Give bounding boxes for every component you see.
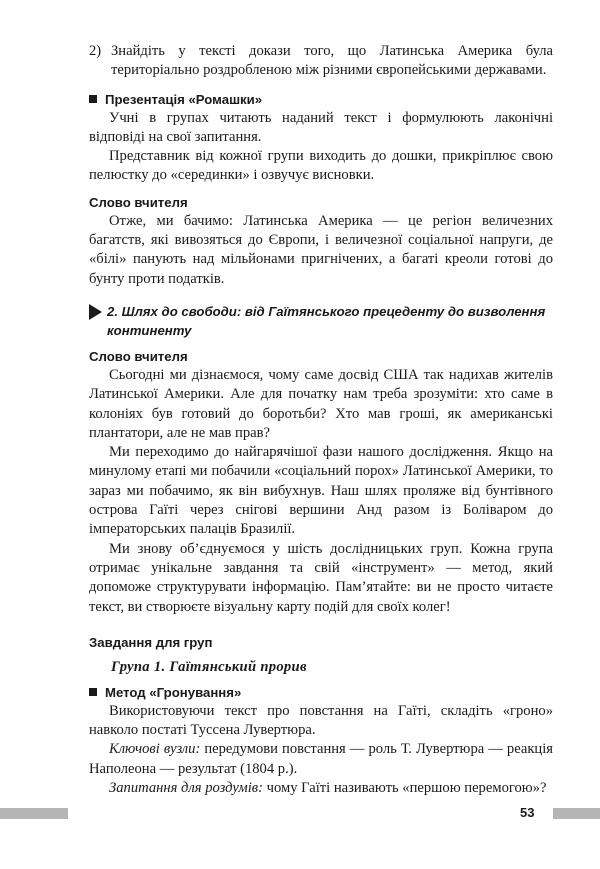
section-2-title: 2. Шлях до свободи: від Гаїтянського прецеденту до визволення континенту (107, 303, 546, 338)
key-nodes-paragraph (89, 740, 553, 779)
method-heading (89, 683, 553, 702)
teacher-word-2-paragraph-1: Сьогодні ми дізнаємося, чому саме досвід США так надихав жителів Латинської Америки. Але для початку нам треба зрозуміти: хто саме в колоніях був готовий до боротьби? Хто мав гроші, як американські плантатори, але не мав прав? (89, 366, 553, 441)
page-content (89, 42, 553, 798)
section-2-heading (89, 302, 553, 340)
reflection-question-text: чому Гаїті називають «першою перемогою»? (263, 780, 547, 797)
group-1-title: Група 1. Гаїтянський прорив (111, 658, 307, 675)
tasks-heading: Завдання для груп (89, 634, 213, 650)
footer-bar-left (0, 808, 68, 819)
square-bullet-icon (89, 688, 97, 696)
page-number: 53 (520, 805, 535, 820)
method-paragraph: Використовуючи текст про повстання на Гаїті, складіть «гроно» навколо постаті Туссена Лувертюра. (89, 702, 553, 739)
reflection-question-paragraph (89, 779, 553, 798)
reflection-question-label: Запитання для роздумів: (109, 780, 263, 797)
key-nodes-label: Ключові вузли: (109, 741, 201, 758)
teacher-word-heading-1: Слово вчителя (89, 194, 188, 210)
question-item-2 (89, 42, 553, 81)
item-number: 2) (89, 43, 102, 59)
presentation-paragraph-2: Представник від кожної групи виходить до дошки, прикріплює свою пелюстку до «серединки» і озвучує висновки. (89, 148, 553, 184)
item-text: Знайдіть у тексті докази того, що Латинська Америка була територіально роздробленою між різними європейськими державами. (111, 43, 553, 79)
presentation-heading-label: Презентація «Ромашки» (105, 91, 263, 107)
key-nodes-text: передумови повстання — роль Т. Лувертюра — реакція Наполеона — результат (1804 р.). (89, 741, 553, 777)
teacher-word-paragraph-1: Отже, ми бачимо: Латинська Америка — це регіон величезних багатств, які вивозяться до Європи, і величезної соціальної напруги, де «білі» панують над мільйонами пригнічених, а багаті креоли готові до бунту проти податків. (89, 212, 553, 287)
teacher-word-2-paragraph-2: Ми переходимо до найгарячішої фази нашого дослідження. Якщо на минулому етапі ми побачили «соціальний порох» Латинської Америки, то зараз ми побачимо, як він вибухнув. Наш шлях проляже від бунтівного острова Гаїті через снігові вершини Анд разом із Боліваром до імператорських палаців Бразилії. (89, 444, 553, 538)
triangle-marker-icon (89, 304, 102, 320)
method-heading-label: Метод «Гронування» (105, 684, 242, 700)
footer-bar-right (553, 808, 600, 819)
presentation-paragraph-1: Учні в групах читають наданий текст і формулюють лаконічні відповіді на свої запитання. (89, 109, 553, 145)
teacher-word-heading-2: Слово вчителя (89, 348, 188, 364)
presentation-heading (89, 90, 553, 109)
square-bullet-icon (89, 95, 97, 103)
teacher-word-2-paragraph-3: Ми знову об’єднуємося у шість дослідницьких груп. Кожна група отримає унікальне завдання та свій «інструмент» — метод, який допоможе структурувати інформацію. Пам’ятайте: ви не просто читаєте текст, ви створюєте візуальну карту подій для своїх колег! (89, 540, 553, 615)
